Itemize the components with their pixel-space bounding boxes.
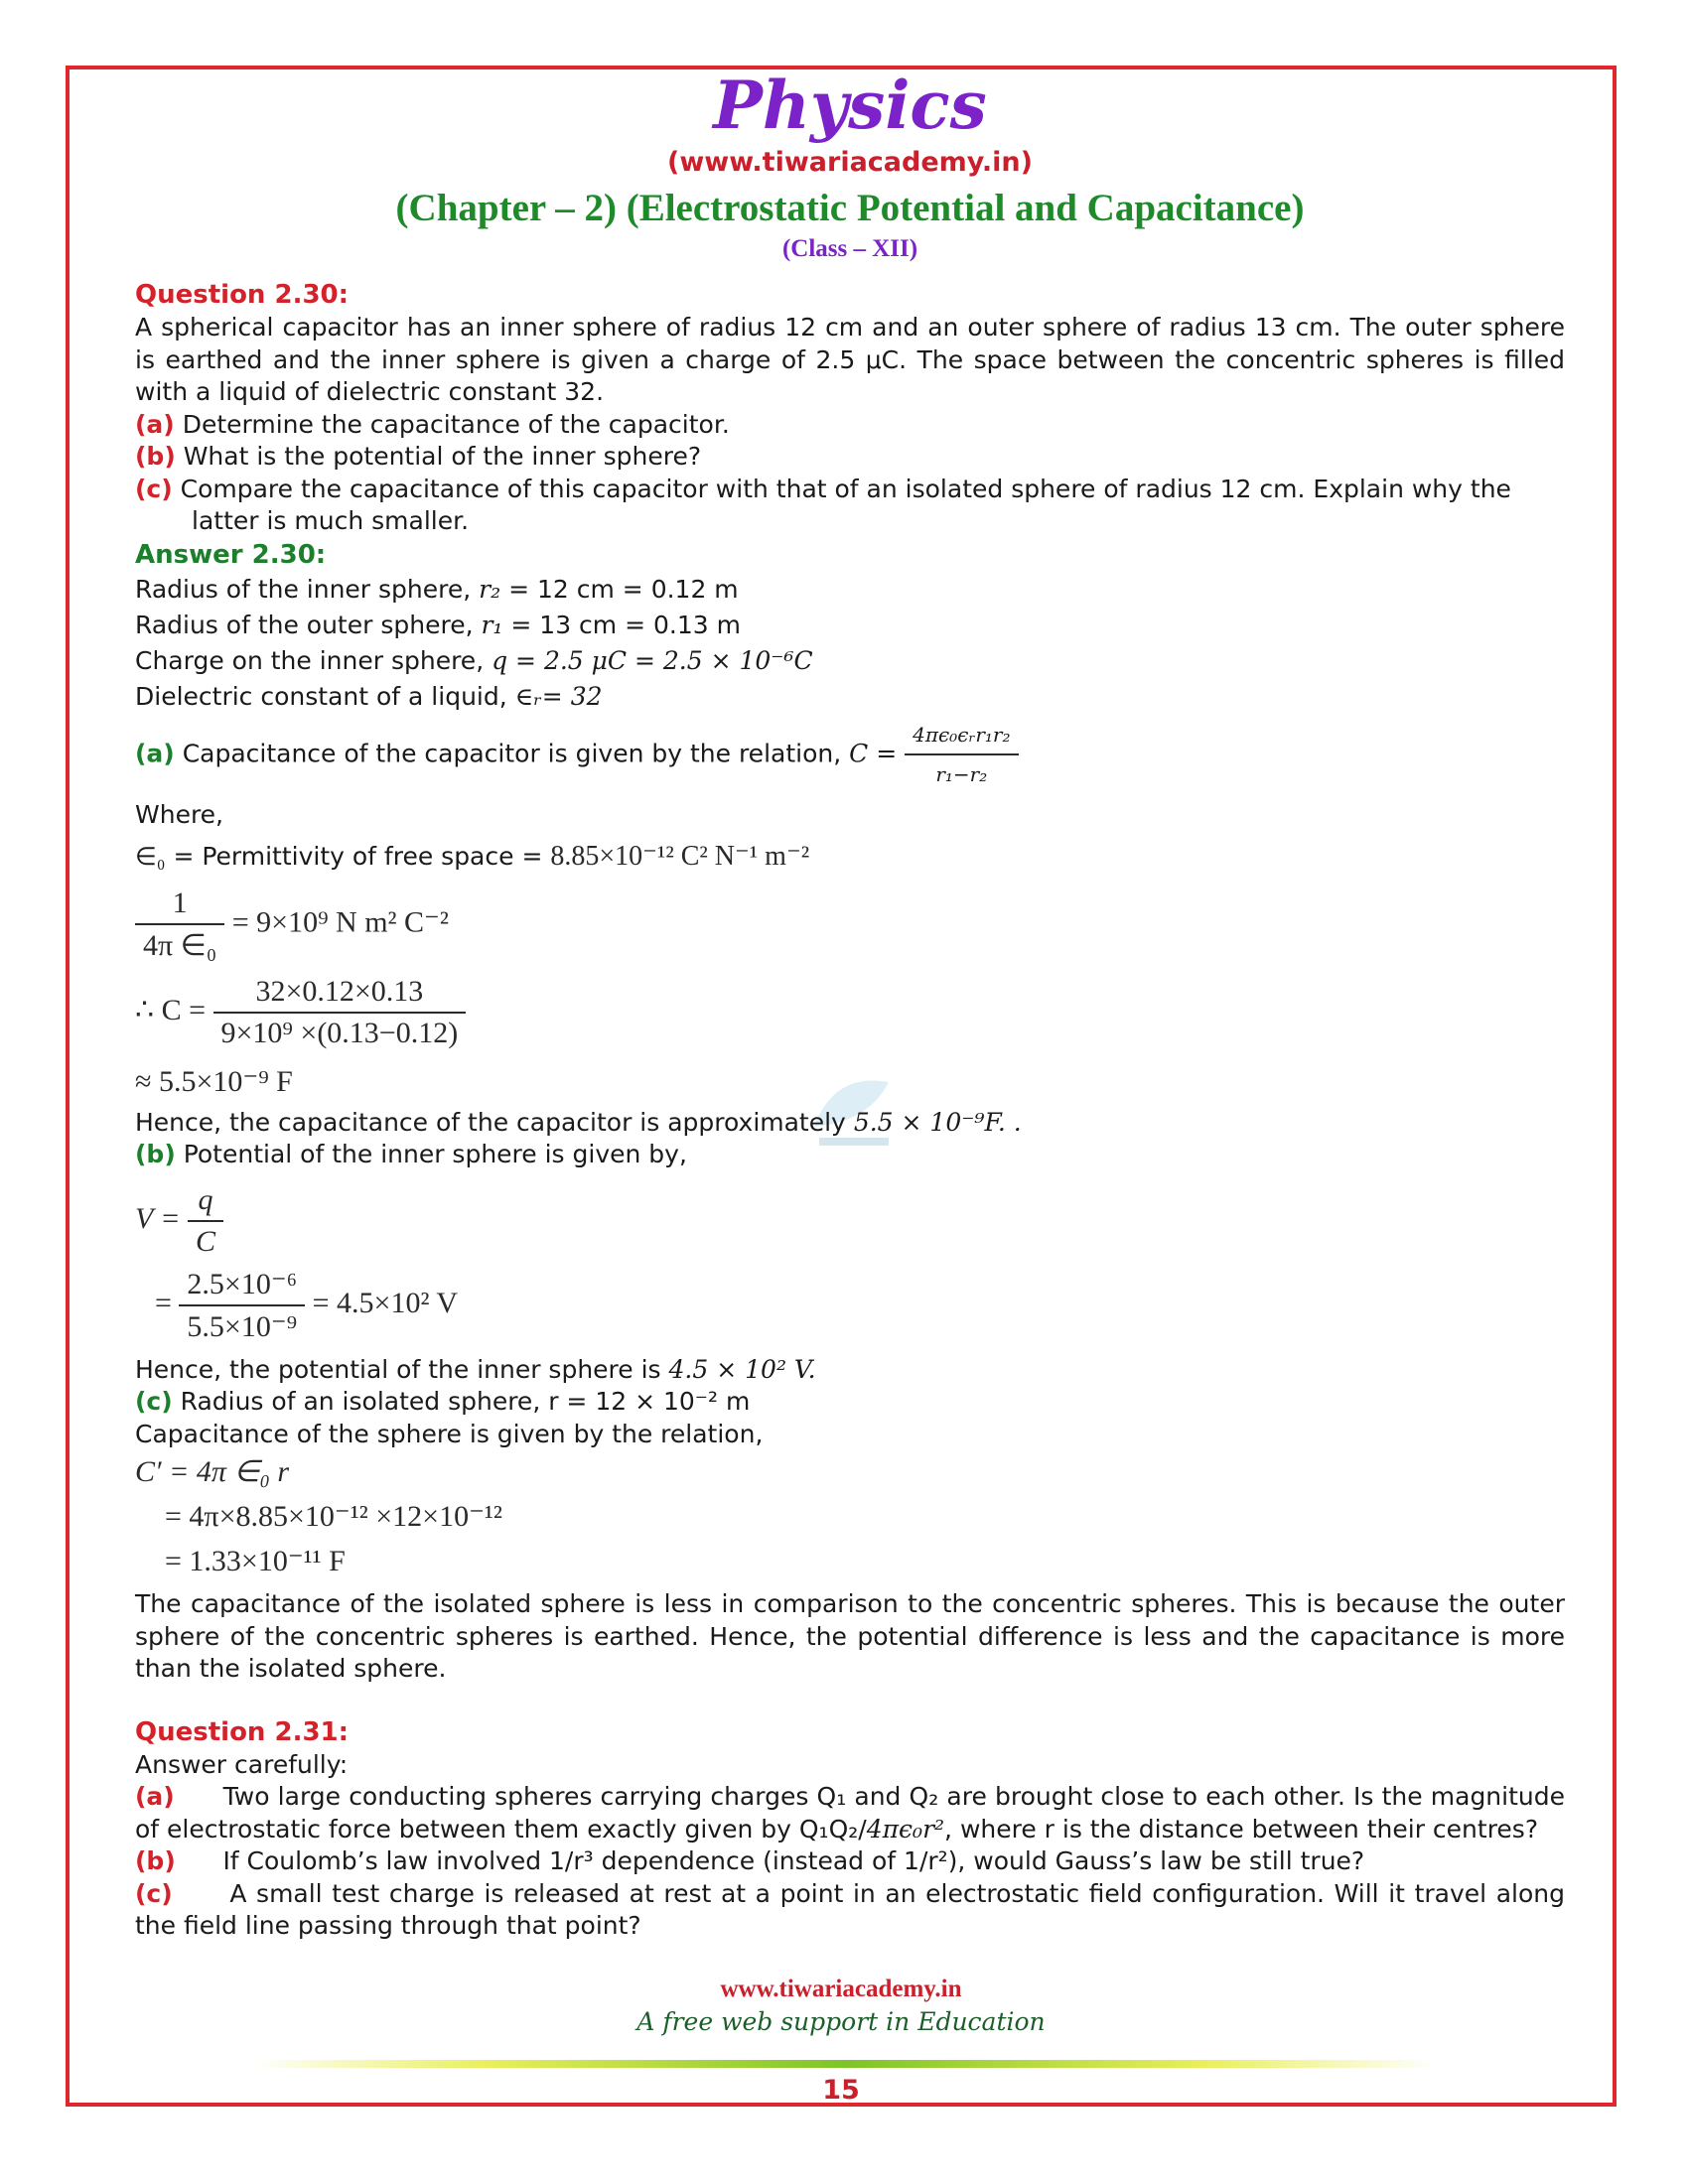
inner-radius-line: Radius of the inner sphere, r₂ = 12 cm = 0.12 m (135, 574, 739, 604)
potential-equation: V = $\frac{q}{C}$ (135, 1183, 1565, 1259)
capacitance-result: ≈ 5.5×10⁻⁹ F (135, 1064, 293, 1098)
question-2-30-part-a: (a) Determine the capacitance of the capacitor. (135, 409, 730, 439)
answer-2-30-conclusion: The capacitance of the isolated sphere is less in comparison to the concentric spheres. This is because the outer sphere of the concentric spheres is earthed. Hence, the potential difference is less and the capacitance is more than the isolated sphere. (135, 1589, 1565, 1683)
footer-tagline: A free web support in Education (636, 2007, 1046, 2036)
question-2-30-part-c: (c) Compare the capacitance of this capacitor with that of an isolated sphere of radius 12 cm. Explain why the latter is much smaller. (135, 474, 1511, 535)
isolated-capacitance-result: = 1.33×10⁻¹¹ F (165, 1545, 346, 1577)
footer-url[interactable]: www.tiwariacademy.in (720, 1976, 962, 2002)
chapter-heading: (Chapter – 2) (Electrostatic Potential and Capacitance) (395, 187, 1305, 229)
part-c-radius: (c) Radius of an isolated sphere, r = 12 × 10⁻² m (135, 1387, 751, 1416)
dielectric-line: Dielectric constant of a liquid, ∈ᵣ= 32 (135, 681, 603, 711)
outer-radius-line: Radius of the outer sphere, r₁ = 13 cm = 0.13 m (135, 610, 741, 639)
page-number: 15 (822, 2075, 860, 2106)
class-label: (Class – XII) (781, 235, 918, 262)
isolated-capacitance-substitution: = 4π×8.85×10⁻¹² ×12×10⁻¹² (165, 1500, 502, 1533)
answer-2-30-heading: Answer 2.30: (135, 539, 327, 570)
page-content (135, 66, 1565, 1943)
question-2-31-part-c: (c) A small test charge is released at rest at a point in an electrostatic field configuration. Will it travel along the field line passing through that point? (135, 1878, 1565, 1940)
hence-potential: Hence, the potential of the inner sphere is 4.5 × 10² V. (135, 1354, 816, 1384)
coulomb-constant-equation: $\frac{1}{\text{4π ∈₀}}$ = 9×10⁹ N m² C⁻² (135, 887, 1565, 963)
part-b-relation: (b) Potential of the inner sphere is given by, (135, 1140, 687, 1168)
question-2-31-intro: Answer carefully: (135, 1749, 349, 1779)
question-2-30-heading: Question 2.30: (135, 280, 350, 310)
question-2-31-part-b: (b) If Coulomb’s law involved 1/r³ dependence (instead of 1/r²), would Gauss’s law be still true? (135, 1846, 1365, 1875)
question-2-31-part-a: (a) Two large conducting spheres carrying charges Q₁ and Q₂ are brought close to each other. Is the magnitude of electrostatic force between them exactly given by Q₁Q₂/4πϵ₀r², where r is the distance between their centres? (135, 1782, 1565, 1843)
header-url: (www.tiwariacademy.in) (666, 147, 1033, 178)
capacitance-equation: ∴ C = $\frac{32\times 0.12\times 0.13}{\text{9×10⁹ ×(0.13−0.12)}}$ (135, 975, 1565, 1050)
hence-capacitance: Hence, the capacitance of the capacitor is approximately 5.5 × 10⁻⁹F. . (135, 1107, 1022, 1137)
question-2-30-text: A spherical capacitor has an inner sphere of radius 12 cm and an outer sphere of radius 13 cm. The outer sphere is earthed and the inner sphere is given a charge of 2.5 μC. The space between the concentric spheres is filled with a liquid of dielectric constant 32. (135, 313, 1565, 406)
isolated-capacitance-formula: C′ = 4π ∈₀ r (135, 1455, 290, 1488)
potential-calculation: = $\frac{\text{2.5×10⁻⁶}}{\text{5.5×10⁻⁹}}$ = 4.5×10² V (155, 1267, 459, 1343)
sphere-capacitance-relation: Capacitance of the sphere is given by the relation, (135, 1419, 764, 1448)
footer-divider (254, 2060, 1436, 2068)
part-a-relation: (a) Capacitance of the capacitor is given by the relation, C = $\frac{\text{4πϵ₀ϵᵣr₁r₂}}{\text{r₁−r₂}}$ (135, 719, 1565, 791)
permittivity-line: ∈₀ = Permittivity of free space = 8.85×10⁻¹² C² N⁻¹ m⁻² (135, 841, 810, 872)
page-title: Physics (713, 67, 987, 144)
charge-line: Charge on the inner sphere, q = 2.5 μC = 2.5 × 10⁻⁶C (135, 645, 813, 675)
where-label: Where, (135, 799, 224, 829)
question-2-30-part-b: (b) What is the potential of the inner sphere? (135, 442, 702, 471)
question-2-31-heading: Question 2.31: (135, 1716, 350, 1747)
